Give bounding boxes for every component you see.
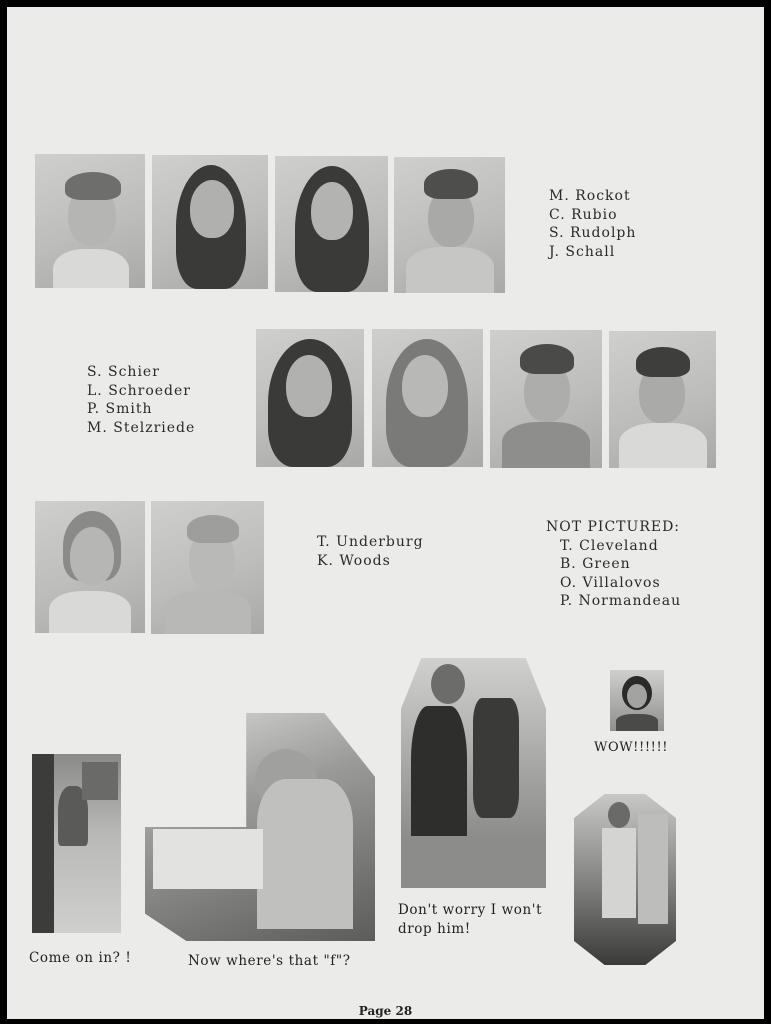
student-name: M. Stelzriede	[87, 419, 196, 436]
page-number: Page 28	[358, 1004, 413, 1018]
student-name: B. Green	[560, 556, 631, 572]
student-name: S. Rudolph	[549, 225, 637, 241]
student-name: P. Smith	[87, 401, 153, 417]
candid-photo-typing	[145, 713, 375, 941]
candid-photo-hallway	[574, 794, 676, 965]
names-group-2	[87, 363, 195, 437]
caption-wow: WOW!!!!!!	[594, 740, 669, 755]
student-name: L. Schroeder	[87, 382, 191, 399]
portrait-p-smith	[490, 330, 602, 468]
portrait-j-schall	[394, 157, 505, 293]
yearbook-page	[7, 7, 764, 1019]
portrait-m-stelzriede	[609, 331, 716, 468]
candid-photo-small-portrait	[610, 670, 664, 731]
not-pictured-heading: NOT PICTURED:	[546, 519, 681, 535]
not-pictured-block	[546, 518, 681, 611]
names-group-3	[317, 533, 424, 570]
candid-photo-carrying	[401, 658, 546, 888]
student-name: S. Schier	[87, 364, 160, 380]
portrait-s-rudolph	[275, 156, 388, 292]
caption-wheres-f: Now where's that "f"?	[188, 953, 351, 969]
portrait-l-schroeder	[372, 329, 483, 467]
caption-come-in: Come on in? !	[29, 950, 132, 966]
portrait-s-schier	[256, 329, 364, 467]
student-name: J. Schall	[549, 243, 616, 260]
student-name: M. Rockot	[549, 188, 631, 204]
student-name: O. Villalovos	[560, 574, 661, 591]
student-name: T. Cleveland	[560, 537, 659, 554]
portrait-k-woods	[151, 501, 264, 634]
portrait-c-rubio	[152, 155, 268, 289]
student-name: T. Underburg	[317, 534, 424, 550]
candid-photo-doorway	[32, 754, 121, 933]
student-name: K. Woods	[317, 552, 391, 569]
caption-dont-worry: Don't worry I won't drop him!	[398, 902, 543, 937]
portrait-t-underburg	[35, 501, 145, 633]
portrait-m-rockot	[35, 154, 145, 288]
student-name: C. Rubio	[549, 206, 618, 223]
names-group-1	[549, 187, 636, 261]
student-name: P. Normandeau	[560, 593, 682, 609]
